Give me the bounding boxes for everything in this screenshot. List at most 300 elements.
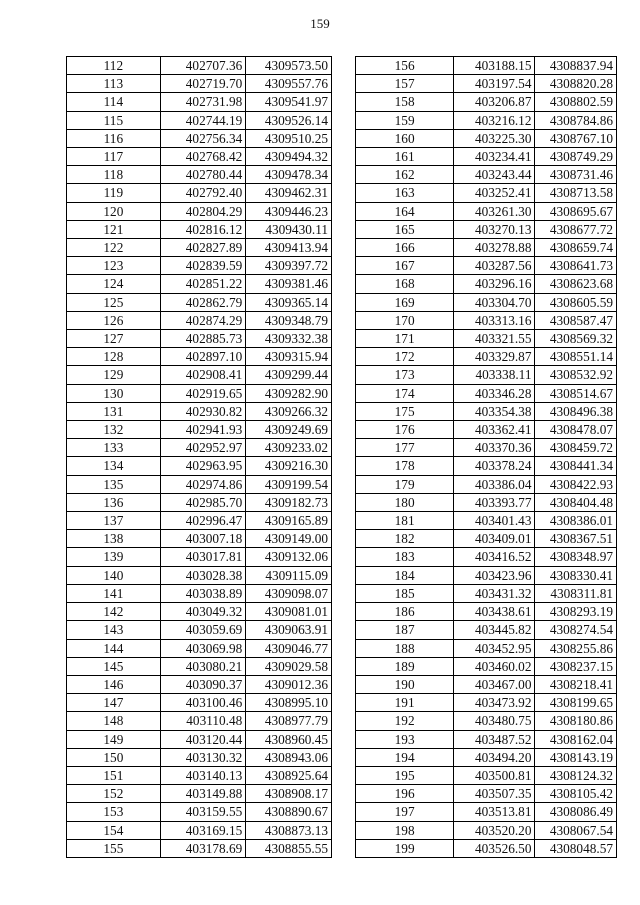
table-row — [356, 202, 617, 220]
x-coordinate-cell: 403038.89 — [160, 584, 246, 602]
table-row — [356, 694, 617, 712]
point-number-cell: 188 — [356, 639, 454, 657]
y-coordinate-cell: 4309165.89 — [246, 512, 332, 530]
point-number-cell: 142 — [67, 603, 161, 621]
table-row — [67, 421, 332, 439]
y-coordinate-cell: 4308330.41 — [535, 566, 617, 584]
table-row — [356, 839, 617, 857]
y-coordinate-cell: 4308677.72 — [535, 220, 617, 238]
point-number-cell: 193 — [356, 730, 454, 748]
point-number-cell: 127 — [67, 330, 161, 348]
x-coordinate-cell: 402963.95 — [160, 457, 246, 475]
point-number-cell: 148 — [67, 712, 161, 730]
point-number-cell: 192 — [356, 712, 454, 730]
table-row — [67, 821, 332, 839]
y-coordinate-cell: 4308873.13 — [246, 821, 332, 839]
y-coordinate-cell: 4309098.07 — [246, 584, 332, 602]
x-coordinate-cell: 402744.19 — [160, 111, 246, 129]
table-row — [356, 57, 617, 75]
table-row — [67, 366, 332, 384]
point-number-cell: 131 — [67, 402, 161, 420]
x-coordinate-cell: 402816.12 — [160, 220, 246, 238]
y-coordinate-cell: 4308274.54 — [535, 621, 617, 639]
table-row — [356, 566, 617, 584]
table-row — [67, 621, 332, 639]
point-number-cell: 185 — [356, 584, 454, 602]
table-row — [67, 657, 332, 675]
table-row — [356, 111, 617, 129]
y-coordinate-cell: 4309266.32 — [246, 402, 332, 420]
x-coordinate-cell: 403321.55 — [454, 330, 535, 348]
x-coordinate-cell: 403206.87 — [454, 93, 535, 111]
x-coordinate-cell: 403494.20 — [454, 748, 535, 766]
point-number-cell: 135 — [67, 475, 161, 493]
table-row — [356, 821, 617, 839]
table-row — [356, 257, 617, 275]
y-coordinate-cell: 4308478.07 — [535, 421, 617, 439]
y-coordinate-cell: 4309510.25 — [246, 129, 332, 147]
point-number-cell: 143 — [67, 621, 161, 639]
table-row — [67, 548, 332, 566]
point-number-cell: 149 — [67, 730, 161, 748]
point-number-cell: 155 — [67, 839, 161, 857]
x-coordinate-cell: 402792.40 — [160, 184, 246, 202]
table-row — [356, 239, 617, 257]
x-coordinate-cell: 403110.48 — [160, 712, 246, 730]
table-row — [356, 621, 617, 639]
point-number-cell: 136 — [67, 493, 161, 511]
point-number-cell: 129 — [67, 366, 161, 384]
x-coordinate-cell: 402707.36 — [160, 57, 246, 75]
y-coordinate-cell: 4309216.30 — [246, 457, 332, 475]
y-coordinate-cell: 4308855.55 — [246, 839, 332, 857]
x-coordinate-cell: 403049.32 — [160, 603, 246, 621]
y-coordinate-cell: 4309397.72 — [246, 257, 332, 275]
point-number-cell: 112 — [67, 57, 161, 75]
table-row — [67, 584, 332, 602]
table-row — [67, 439, 332, 457]
table-row — [356, 603, 617, 621]
y-coordinate-cell: 4309348.79 — [246, 311, 332, 329]
y-coordinate-cell: 4308237.15 — [535, 657, 617, 675]
x-coordinate-cell: 402719.70 — [160, 75, 246, 93]
point-number-cell: 199 — [356, 839, 454, 857]
y-coordinate-cell: 4309446.23 — [246, 202, 332, 220]
table-row — [67, 275, 332, 293]
point-number-cell: 164 — [356, 202, 454, 220]
y-coordinate-cell: 4308802.59 — [535, 93, 617, 111]
y-coordinate-cell: 4308105.42 — [535, 785, 617, 803]
x-coordinate-cell: 403225.30 — [454, 129, 535, 147]
point-number-cell: 144 — [67, 639, 161, 657]
x-coordinate-cell: 403100.46 — [160, 694, 246, 712]
y-coordinate-cell: 4308048.57 — [535, 839, 617, 857]
y-coordinate-cell: 4308255.86 — [535, 639, 617, 657]
table-row — [356, 129, 617, 147]
table-row — [67, 220, 332, 238]
point-number-cell: 196 — [356, 785, 454, 803]
x-coordinate-cell: 403130.32 — [160, 748, 246, 766]
point-number-cell: 198 — [356, 821, 454, 839]
y-coordinate-cell: 4309557.76 — [246, 75, 332, 93]
table-row — [356, 293, 617, 311]
point-number-cell: 180 — [356, 493, 454, 511]
x-coordinate-cell: 402827.89 — [160, 239, 246, 257]
table-row — [67, 330, 332, 348]
y-coordinate-cell: 4308641.73 — [535, 257, 617, 275]
y-coordinate-cell: 4308837.94 — [535, 57, 617, 75]
point-number-cell: 146 — [67, 675, 161, 693]
point-number-cell: 194 — [356, 748, 454, 766]
y-coordinate-cell: 4308623.68 — [535, 275, 617, 293]
table-row — [67, 803, 332, 821]
x-coordinate-cell: 403401.43 — [454, 512, 535, 530]
point-number-cell: 154 — [67, 821, 161, 839]
point-number-cell: 115 — [67, 111, 161, 129]
table-row — [356, 512, 617, 530]
point-number-cell: 167 — [356, 257, 454, 275]
point-number-cell: 175 — [356, 402, 454, 420]
y-coordinate-cell: 4308587.47 — [535, 311, 617, 329]
y-coordinate-cell: 4308218.41 — [535, 675, 617, 693]
y-coordinate-cell: 4309199.54 — [246, 475, 332, 493]
table-row — [356, 330, 617, 348]
point-number-cell: 113 — [67, 75, 161, 93]
x-coordinate-cell: 403278.88 — [454, 239, 535, 257]
point-number-cell: 125 — [67, 293, 161, 311]
y-coordinate-cell: 4308908.17 — [246, 785, 332, 803]
point-number-cell: 161 — [356, 148, 454, 166]
table-row — [67, 566, 332, 584]
y-coordinate-cell: 4308459.72 — [535, 439, 617, 457]
table-row — [67, 493, 332, 511]
table-row — [356, 766, 617, 784]
point-number-cell: 174 — [356, 384, 454, 402]
y-coordinate-cell: 4308422.93 — [535, 475, 617, 493]
y-coordinate-cell: 4309381.46 — [246, 275, 332, 293]
point-number-cell: 197 — [356, 803, 454, 821]
point-number-cell: 178 — [356, 457, 454, 475]
table-row — [67, 785, 332, 803]
table-row — [67, 239, 332, 257]
y-coordinate-cell: 4308749.29 — [535, 148, 617, 166]
y-coordinate-cell: 4308551.14 — [535, 348, 617, 366]
point-number-cell: 191 — [356, 694, 454, 712]
x-coordinate-cell: 402941.93 — [160, 421, 246, 439]
y-coordinate-cell: 4309063.91 — [246, 621, 332, 639]
point-number-cell: 150 — [67, 748, 161, 766]
x-coordinate-cell: 402839.59 — [160, 257, 246, 275]
x-coordinate-cell: 403261.30 — [454, 202, 535, 220]
x-coordinate-cell: 403438.61 — [454, 603, 535, 621]
point-number-cell: 151 — [67, 766, 161, 784]
x-coordinate-cell: 403159.55 — [160, 803, 246, 821]
x-coordinate-cell: 403507.35 — [454, 785, 535, 803]
y-coordinate-cell: 4309315.94 — [246, 348, 332, 366]
table-row — [67, 166, 332, 184]
x-coordinate-cell: 403197.54 — [454, 75, 535, 93]
table-row — [356, 93, 617, 111]
table-row — [67, 748, 332, 766]
point-number-cell: 157 — [356, 75, 454, 93]
x-coordinate-cell: 403416.52 — [454, 548, 535, 566]
x-coordinate-cell: 403234.41 — [454, 148, 535, 166]
x-coordinate-cell: 403386.04 — [454, 475, 535, 493]
point-number-cell: 153 — [67, 803, 161, 821]
table-row — [67, 457, 332, 475]
y-coordinate-cell: 4308960.45 — [246, 730, 332, 748]
point-number-cell: 158 — [356, 93, 454, 111]
x-coordinate-cell: 403409.01 — [454, 530, 535, 548]
x-coordinate-cell: 403346.28 — [454, 384, 535, 402]
x-coordinate-cell: 402731.98 — [160, 93, 246, 111]
point-number-cell: 173 — [356, 366, 454, 384]
point-number-cell: 137 — [67, 512, 161, 530]
y-coordinate-cell: 4308605.59 — [535, 293, 617, 311]
x-coordinate-cell: 403452.95 — [454, 639, 535, 657]
x-coordinate-cell: 403304.70 — [454, 293, 535, 311]
y-coordinate-cell: 4308977.79 — [246, 712, 332, 730]
point-number-cell: 116 — [67, 129, 161, 147]
point-number-cell: 187 — [356, 621, 454, 639]
x-coordinate-cell: 403069.98 — [160, 639, 246, 657]
y-coordinate-cell: 4309249.69 — [246, 421, 332, 439]
table-row — [356, 166, 617, 184]
x-coordinate-cell: 403296.16 — [454, 275, 535, 293]
x-coordinate-cell: 403149.88 — [160, 785, 246, 803]
y-coordinate-cell: 4308890.67 — [246, 803, 332, 821]
table-row — [67, 293, 332, 311]
x-coordinate-cell: 403216.12 — [454, 111, 535, 129]
point-number-cell: 119 — [67, 184, 161, 202]
x-coordinate-cell: 403526.50 — [454, 839, 535, 857]
coordinates-table-right — [355, 56, 617, 858]
table-row — [67, 184, 332, 202]
table-row — [356, 493, 617, 511]
table-row — [67, 512, 332, 530]
x-coordinate-cell: 403188.15 — [454, 57, 535, 75]
point-number-cell: 138 — [67, 530, 161, 548]
x-coordinate-cell: 403520.20 — [454, 821, 535, 839]
x-coordinate-cell: 403338.11 — [454, 366, 535, 384]
x-coordinate-cell: 403120.44 — [160, 730, 246, 748]
point-number-cell: 172 — [356, 348, 454, 366]
table-row — [67, 603, 332, 621]
x-coordinate-cell: 402756.34 — [160, 129, 246, 147]
y-coordinate-cell: 4309012.36 — [246, 675, 332, 693]
x-coordinate-cell: 403270.13 — [454, 220, 535, 238]
table-row — [67, 384, 332, 402]
table-row — [67, 402, 332, 420]
y-coordinate-cell: 4309430.11 — [246, 220, 332, 238]
y-coordinate-cell: 4308659.74 — [535, 239, 617, 257]
table-row — [356, 530, 617, 548]
point-number-cell: 160 — [356, 129, 454, 147]
table-row — [67, 675, 332, 693]
page-number: 159 — [310, 16, 330, 31]
y-coordinate-cell: 4308820.28 — [535, 75, 617, 93]
point-number-cell: 166 — [356, 239, 454, 257]
point-number-cell: 181 — [356, 512, 454, 530]
table-row — [356, 639, 617, 657]
point-number-cell: 130 — [67, 384, 161, 402]
table-row — [67, 839, 332, 857]
y-coordinate-cell: 4308925.64 — [246, 766, 332, 784]
x-coordinate-cell: 403393.77 — [454, 493, 535, 511]
table-row — [67, 712, 332, 730]
x-coordinate-cell: 402768.42 — [160, 148, 246, 166]
x-coordinate-cell: 403460.02 — [454, 657, 535, 675]
x-coordinate-cell: 402804.29 — [160, 202, 246, 220]
table-row — [356, 475, 617, 493]
point-number-cell: 124 — [67, 275, 161, 293]
y-coordinate-cell: 4308067.54 — [535, 821, 617, 839]
x-coordinate-cell: 403059.69 — [160, 621, 246, 639]
y-coordinate-cell: 4309046.77 — [246, 639, 332, 657]
x-coordinate-cell: 402974.86 — [160, 475, 246, 493]
x-coordinate-cell: 402919.65 — [160, 384, 246, 402]
y-coordinate-cell: 4308162.04 — [535, 730, 617, 748]
y-coordinate-cell: 4309029.58 — [246, 657, 332, 675]
y-coordinate-cell: 4308767.10 — [535, 129, 617, 147]
y-coordinate-cell: 4308514.67 — [535, 384, 617, 402]
x-coordinate-cell: 403445.82 — [454, 621, 535, 639]
table-row — [356, 402, 617, 420]
x-coordinate-cell: 402908.41 — [160, 366, 246, 384]
y-coordinate-cell: 4308311.81 — [535, 584, 617, 602]
table-row — [356, 421, 617, 439]
point-number-cell: 186 — [356, 603, 454, 621]
y-coordinate-cell: 4309115.09 — [246, 566, 332, 584]
x-coordinate-cell: 403252.41 — [454, 184, 535, 202]
table-row — [67, 530, 332, 548]
point-number-cell: 118 — [67, 166, 161, 184]
table-row — [356, 148, 617, 166]
y-coordinate-cell: 4308386.01 — [535, 512, 617, 530]
x-coordinate-cell: 403370.36 — [454, 439, 535, 457]
x-coordinate-cell: 403313.16 — [454, 311, 535, 329]
x-coordinate-cell: 403007.18 — [160, 530, 246, 548]
x-coordinate-cell: 402885.73 — [160, 330, 246, 348]
x-coordinate-cell: 402897.10 — [160, 348, 246, 366]
table-row — [67, 311, 332, 329]
point-number-cell: 171 — [356, 330, 454, 348]
y-coordinate-cell: 4309132.06 — [246, 548, 332, 566]
point-number-cell: 122 — [67, 239, 161, 257]
point-number-cell: 189 — [356, 657, 454, 675]
y-coordinate-cell: 4308293.19 — [535, 603, 617, 621]
x-coordinate-cell: 403090.37 — [160, 675, 246, 693]
point-number-cell: 117 — [67, 148, 161, 166]
coordinates-table-left — [66, 56, 332, 858]
table-row — [356, 803, 617, 821]
x-coordinate-cell: 403378.24 — [454, 457, 535, 475]
x-coordinate-cell: 403480.75 — [454, 712, 535, 730]
point-number-cell: 176 — [356, 421, 454, 439]
y-coordinate-cell: 4308784.86 — [535, 111, 617, 129]
x-coordinate-cell: 403473.92 — [454, 694, 535, 712]
table-row — [67, 93, 332, 111]
y-coordinate-cell: 4309541.97 — [246, 93, 332, 111]
point-number-cell: 165 — [356, 220, 454, 238]
table-row — [67, 111, 332, 129]
x-coordinate-cell: 403423.96 — [454, 566, 535, 584]
y-coordinate-cell: 4309332.38 — [246, 330, 332, 348]
y-coordinate-cell: 4309182.73 — [246, 493, 332, 511]
y-coordinate-cell: 4308995.10 — [246, 694, 332, 712]
table-row — [356, 275, 617, 293]
point-number-cell: 120 — [67, 202, 161, 220]
table-row — [356, 384, 617, 402]
y-coordinate-cell: 4309413.94 — [246, 239, 332, 257]
point-number-cell: 133 — [67, 439, 161, 457]
table-row — [67, 257, 332, 275]
y-coordinate-cell: 4309282.90 — [246, 384, 332, 402]
y-coordinate-cell: 4309149.00 — [246, 530, 332, 548]
point-number-cell: 183 — [356, 548, 454, 566]
point-number-cell: 177 — [356, 439, 454, 457]
y-coordinate-cell: 4308124.32 — [535, 766, 617, 784]
y-coordinate-cell: 4309573.50 — [246, 57, 332, 75]
y-coordinate-cell: 4309526.14 — [246, 111, 332, 129]
point-number-cell: 145 — [67, 657, 161, 675]
x-coordinate-cell: 402874.29 — [160, 311, 246, 329]
table-row — [356, 348, 617, 366]
y-coordinate-cell: 4308943.06 — [246, 748, 332, 766]
x-coordinate-cell: 403080.21 — [160, 657, 246, 675]
y-coordinate-cell: 4308713.58 — [535, 184, 617, 202]
point-number-cell: 184 — [356, 566, 454, 584]
table-row — [356, 311, 617, 329]
table-row — [356, 785, 617, 803]
point-number-cell: 141 — [67, 584, 161, 602]
x-coordinate-cell: 403354.38 — [454, 402, 535, 420]
y-coordinate-cell: 4308496.38 — [535, 402, 617, 420]
table-row — [356, 457, 617, 475]
point-number-cell: 170 — [356, 311, 454, 329]
x-coordinate-cell: 402985.70 — [160, 493, 246, 511]
point-number-cell: 169 — [356, 293, 454, 311]
y-coordinate-cell: 4308143.19 — [535, 748, 617, 766]
y-coordinate-cell: 4308532.92 — [535, 366, 617, 384]
point-number-cell: 128 — [67, 348, 161, 366]
x-coordinate-cell: 403287.56 — [454, 257, 535, 275]
table-row — [67, 75, 332, 93]
y-coordinate-cell: 4309365.14 — [246, 293, 332, 311]
point-number-cell: 163 — [356, 184, 454, 202]
y-coordinate-cell: 4308180.86 — [535, 712, 617, 730]
y-coordinate-cell: 4308199.65 — [535, 694, 617, 712]
y-coordinate-cell: 4308441.34 — [535, 457, 617, 475]
x-coordinate-cell: 403431.32 — [454, 584, 535, 602]
x-coordinate-cell: 402780.44 — [160, 166, 246, 184]
point-number-cell: 140 — [67, 566, 161, 584]
x-coordinate-cell: 403140.13 — [160, 766, 246, 784]
point-number-cell: 162 — [356, 166, 454, 184]
x-coordinate-cell: 403513.81 — [454, 803, 535, 821]
x-coordinate-cell: 402996.47 — [160, 512, 246, 530]
point-number-cell: 126 — [67, 311, 161, 329]
table-row — [67, 694, 332, 712]
point-number-cell: 121 — [67, 220, 161, 238]
x-coordinate-cell: 402952.97 — [160, 439, 246, 457]
point-number-cell: 156 — [356, 57, 454, 75]
x-coordinate-cell: 403329.87 — [454, 348, 535, 366]
table-row — [356, 220, 617, 238]
table-row — [356, 548, 617, 566]
table-row — [356, 184, 617, 202]
y-coordinate-cell: 4308731.46 — [535, 166, 617, 184]
